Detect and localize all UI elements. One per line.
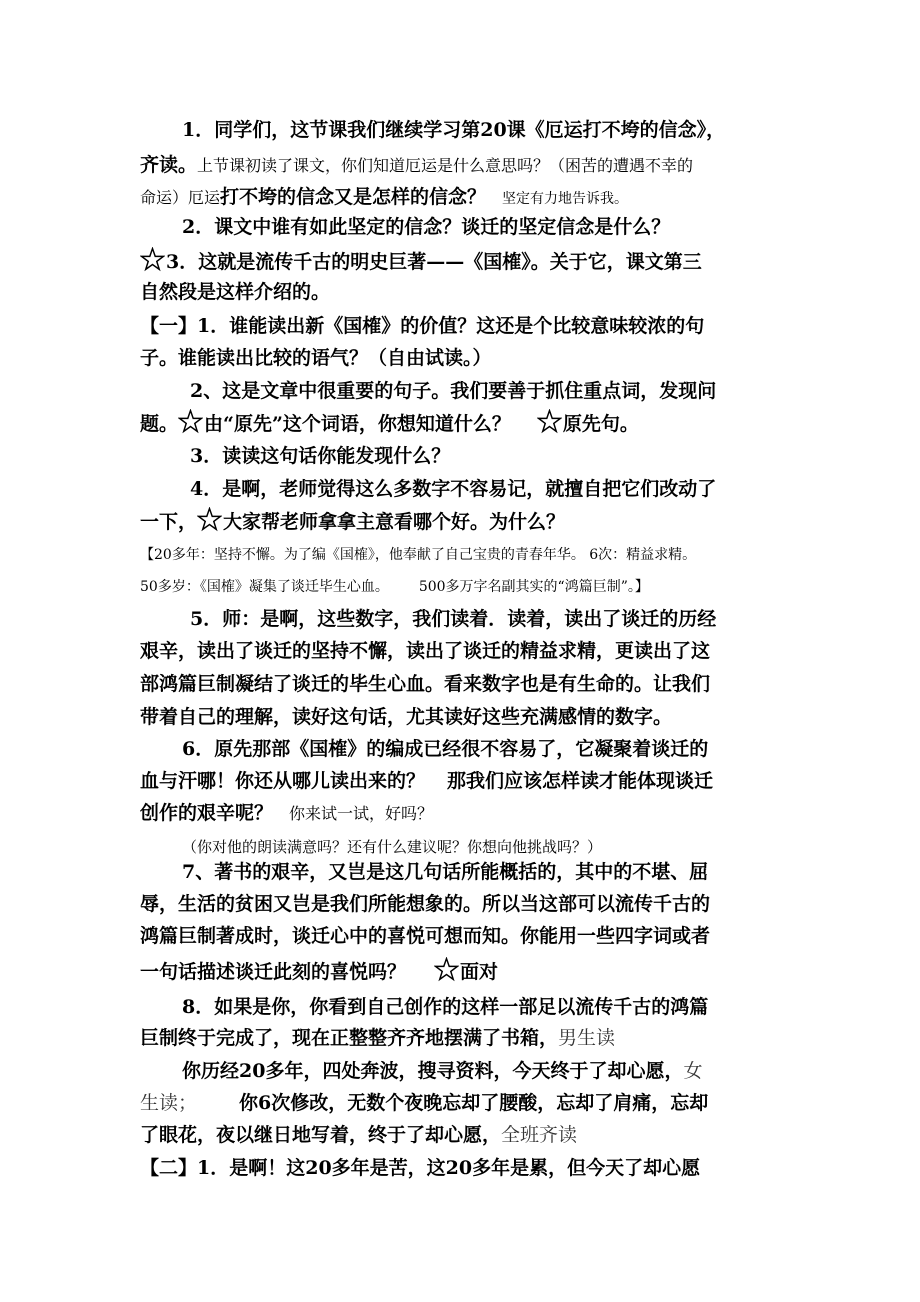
line-22: [140, 800, 433, 827]
line-19: [140, 704, 672, 730]
text: 辱，生活的贫困又岂是我们所能想象的。所以当这部可以流传千古的: [140, 893, 711, 915]
line-6: [140, 279, 330, 305]
line-7: [140, 313, 704, 339]
text: 部鸿篇巨制凝结了谈迁的毕生心血。看来数字也是有生命的。让我们: [140, 673, 711, 695]
line-33: [140, 1155, 700, 1181]
text: 打不垮的信念又是怎样的信念？: [220, 186, 487, 208]
line-8: [140, 345, 492, 371]
line-29: [140, 1025, 615, 1051]
text: 子。谁能读出比较的语气？（自由试读。）: [140, 347, 492, 369]
text-small: 50多岁：《国榷》凝集了谈迁毕生心血。: [140, 579, 389, 595]
line-2: [140, 152, 693, 179]
line-11: [190, 443, 450, 469]
text: 4．是啊，老师觉得这么多数字不容易记，就擅自把它们改动了: [190, 478, 717, 500]
text-normal: 上节课初读了课文，你们知道厄运是什么意思吗？（困苦的遭遇不幸的: [197, 156, 694, 175]
text: 血与汗哪！你还从哪儿读出来的？: [140, 770, 426, 792]
text-small: 【20多年：坚持不懈。为了编《国榷》，他奉献了自己宝贵的青春年华。 6次：精益求精。: [140, 547, 697, 563]
text: 你6次修改，无数个夜晚忘却了腰酸，忘却了肩痛，忘却: [239, 1092, 709, 1114]
text: 6．原先那部《国榷》的编成已经很不容易了，它凝聚着谈迁的: [182, 738, 709, 760]
text: 2．课文中谁有如此坚定的信念？谈迁的坚定信念是什么？: [182, 216, 671, 238]
text-normal: 女: [683, 1060, 703, 1082]
text: 题。: [140, 413, 179, 435]
text: 5．师：是啊，这些数字，我们读着．读着，读出了谈迁的历经: [190, 608, 717, 630]
text-normal: 命运）厄运: [140, 188, 221, 207]
text: 2、这是文章中很重要的句子。我们要善于抓住重点词，发现问: [190, 380, 717, 402]
line-31: [140, 1090, 708, 1116]
line-24: [182, 859, 708, 885]
text: 了眼花，夜以继日地写着，终于了却心愿，: [140, 1124, 502, 1146]
line-5: [140, 247, 702, 275]
star-outline-icon: [434, 957, 459, 982]
text: 齐读。: [140, 154, 198, 176]
text: 面对: [460, 961, 499, 983]
text: 带着自己的理解，读好这句话，尤其读好这些充满感情的数字。: [140, 706, 673, 728]
line-30: [182, 1058, 702, 1084]
line-10: [140, 409, 639, 437]
text-normal: 坚定有力地告诉我。: [502, 191, 629, 207]
line-3: [140, 184, 628, 212]
text: 【二】1．是啊！这20多年是苦，这20多年是累，但今天了却心愿: [140, 1157, 701, 1179]
text: 鸿篇巨制著成时，谈迁心中的喜悦可想而知。你能用一些四字词或者: [140, 925, 711, 947]
line-14: [140, 542, 696, 568]
text-normal: 全班齐读: [501, 1124, 578, 1146]
line-32: [140, 1122, 577, 1148]
text: 7、著书的艰辛，又岂是这几句话所能概括的，其中的不堪、屈: [182, 861, 709, 883]
star-outline-icon: [140, 247, 165, 272]
line-27: [140, 957, 498, 985]
line-13: [140, 507, 565, 535]
text: 创作的艰辛呢？: [140, 802, 274, 824]
text: 你历经20多年，四处奔波，搜寻资料，今天终于了却心愿，: [182, 1060, 684, 1082]
line-17: [140, 638, 710, 664]
text: 8．如果是你，你看到自己创作的这样一部足以流传千古的鸿篇: [182, 996, 709, 1018]
line-1: [182, 117, 725, 143]
text-normal: 男生读: [558, 1027, 616, 1049]
text: 1．同学们，这节课我们继续学习第20课《厄运打不垮的信念》，: [182, 119, 726, 141]
line-4: [182, 214, 670, 240]
text: 由“原先”这个词语，你想知道什么？: [204, 413, 511, 435]
line-20: [182, 736, 708, 762]
line-16: [190, 606, 716, 632]
text: 艰辛，读出了谈迁的坚持不懈，读出了谈迁的精益求精，更读出了这: [140, 640, 711, 662]
line-28: [182, 994, 708, 1020]
text: 原先句。: [562, 413, 639, 435]
text-small: （你对他的朗读满意吗？还有什么建议呢？你想向他挑战吗？）: [182, 838, 603, 856]
text: 大家帮老师拿拿主意看哪个好。为什么？: [223, 511, 566, 533]
text: 一下，: [140, 511, 198, 533]
text: 巨制终于完成了，现在正整整齐齐地摆满了书箱，: [140, 1027, 559, 1049]
text-small: 500多万字名副其实的“鸿篇巨制”。】: [418, 579, 649, 595]
text: 3．读读这句话你能发现什么？: [190, 445, 451, 467]
star-outline-icon: [178, 409, 203, 434]
line-26: [140, 923, 710, 949]
line-18: [140, 671, 710, 697]
star-outline-icon: [537, 409, 562, 434]
text: 3．这就是流传千古的明史巨著——《国榷》。关于它，课文第三: [166, 251, 702, 273]
text: 那我们应该怎样读才能体现谈迁: [447, 770, 714, 792]
line-23: [182, 834, 602, 860]
text: 一句话描述谈迁此刻的喜悦吗？: [140, 961, 407, 983]
text: 自然段是这样介绍的。: [140, 281, 331, 303]
text-normal: 生读；: [140, 1092, 198, 1114]
line-15: [140, 574, 649, 600]
line-12: [190, 476, 716, 502]
line-25: [140, 891, 710, 917]
text: 【一】1．谁能读出新《国榷》的价值？这还是个比较意味较浓的句: [140, 315, 705, 337]
text-normal: 你来试一试，好吗？: [289, 804, 434, 823]
star-outline-icon: [197, 507, 222, 532]
line-21: [140, 768, 713, 794]
line-9: [190, 378, 716, 404]
